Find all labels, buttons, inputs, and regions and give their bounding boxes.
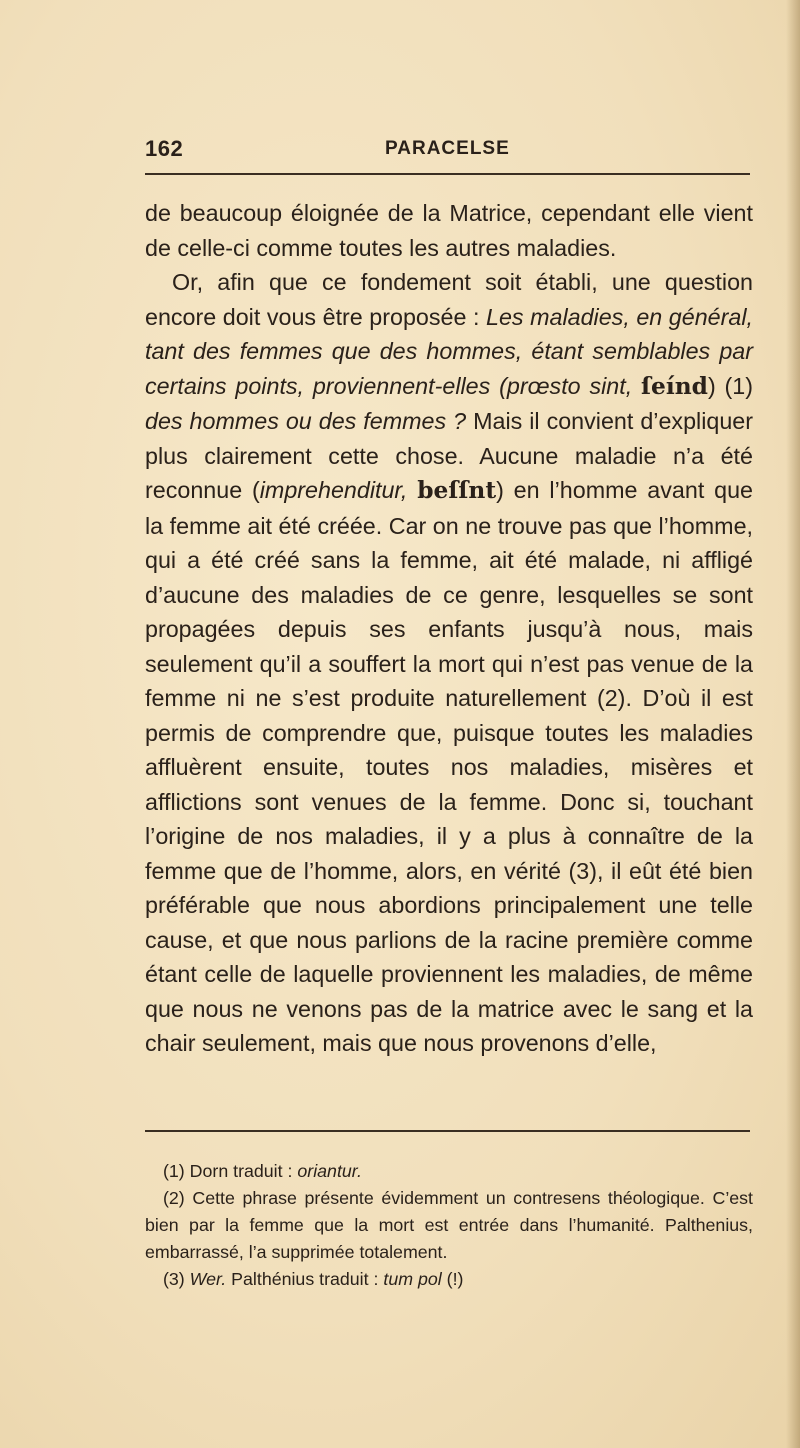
paragraph-2-text-d (407, 477, 417, 503)
page-header (145, 136, 750, 166)
running-title: PARACELSE (385, 138, 510, 159)
footnote-3 (145, 1266, 753, 1293)
paragraph-1: de beaucoup éloignée de la Matrice, cependant elle vient de celle-ci comme toutes les autres maladies. (145, 200, 753, 261)
footnotes (145, 1158, 753, 1293)
paragraph-2-text-b: ) (1) (707, 372, 753, 399)
paragraph-2-italic-3: imprehenditur, (259, 477, 408, 503)
footnote-3-italic-1: Wer. (189, 1269, 227, 1289)
paragraph-2-text-e: ) en l’homme avant que la femme ait été créée. Car on ne trouve pas que l’homme, qui a été créé sans la femme, ait été malade, ni affligé d’aucune des maladies de ce genre, lesquelles se sont propagées depuis ses enfants jusqu’à nous, mais seulement qu’il a souffert la mort qui n’est pas venue de la femme ni ne s’est produite naturellement (2). D’où il est permis de comprendre que, puisque toutes les maladies affluèrent ensuite, toutes nos maladies, misères et afflictions sont venues de la femme. Donc si, touchant l’origine de nos maladies, il y a plus à connaître de la femme que de l’homme, alors, en vérité (3), il eût été bien préférable que nous abordions principalement une telle cause, et que nous parlions de la racine première comme étant celle de laquelle proviennent les maladies, de même que nous ne venons pas de la matrice avec le sang et la chair seulement, mais que nous provenons d’elle, (145, 477, 753, 1056)
footnotes-rule (145, 1130, 750, 1132)
footnote-1-text: (1) Dorn traduit : (163, 1161, 298, 1181)
footnote-3-text-b: Palthénius traduit : (226, 1269, 384, 1289)
paragraph-2-italic-1: Les maladies, en général, tant des femmes que des hommes, étant semblables par certains points, proviennent-elles (prœsto sint, (145, 303, 753, 399)
footnote-2: (2) Cette phrase présente évidemment un contresens théologique. C’est bien par la femme que la mort est entrée dans l’humanité. Palthenius, embarrassé, l’a supprimée totalement. (145, 1188, 753, 1262)
paragraph-2-text-a: Or, afin que ce fondement soit établi, une question encore doit vous être proposée : (145, 269, 753, 330)
paragraph-2-gothic-1: ſeínd (641, 372, 708, 400)
footnote-3-italic-2: tum pol (383, 1269, 442, 1289)
page-edge-shadow (786, 0, 800, 1448)
paragraph-2-text-c: Mais il convient d’expliquer plus clairement cette chose. Aucune maladie n’a été reconnue ( (145, 408, 754, 503)
paragraph-2-gothic-2: beſſnt (417, 477, 497, 504)
footnote-1 (145, 1158, 753, 1185)
paragraph-2-italic-2: des hommes ou des femmes ? (145, 408, 467, 434)
footnote-3-text-c: (!) (441, 1269, 464, 1289)
page-number: 162 (145, 136, 184, 161)
paragraph-2 (145, 265, 753, 1061)
body-text (145, 196, 753, 1061)
footnote-1-italic: oriantur. (297, 1161, 362, 1181)
footnote-3-text-a: (3) (163, 1269, 190, 1289)
header-rule (145, 173, 750, 175)
